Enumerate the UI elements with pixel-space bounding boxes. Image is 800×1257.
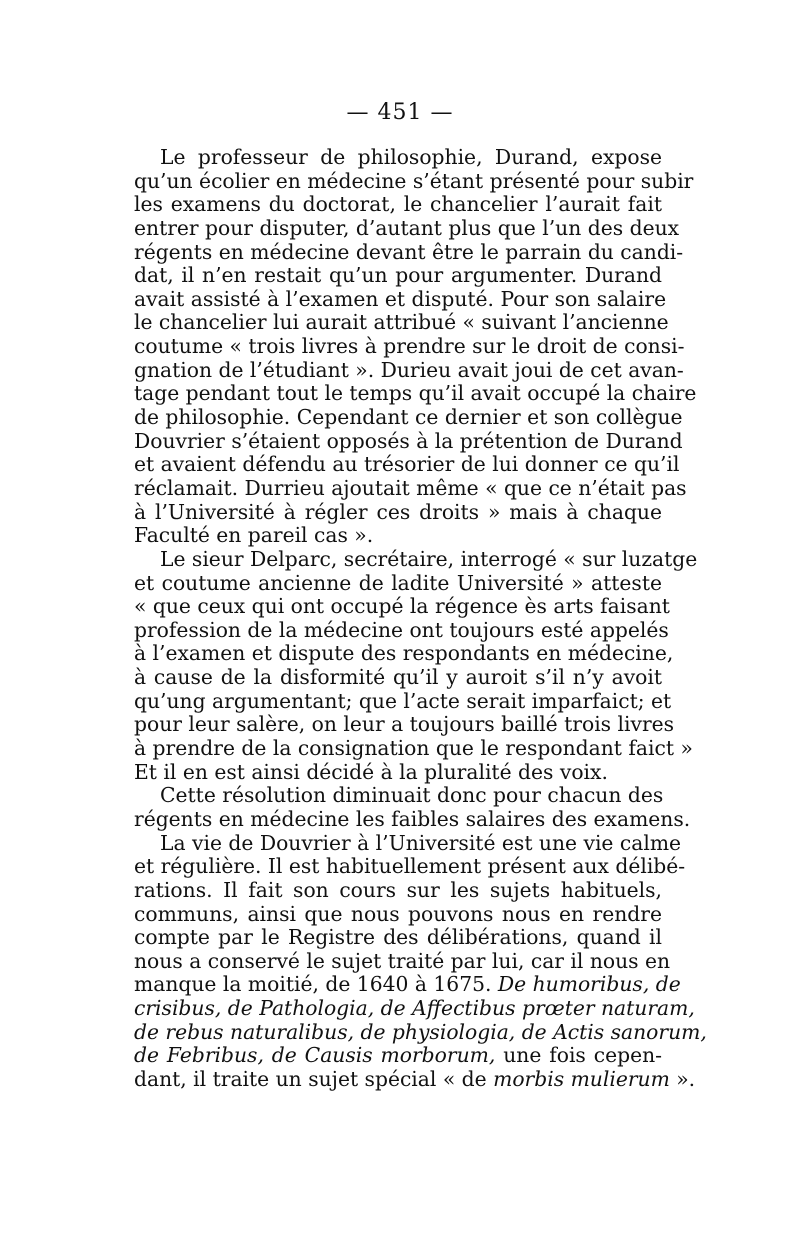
paragraph-line: rations. Il fait son cours sur les sujets habituels, bbox=[134, 877, 662, 902]
paragraph-line: profession de la médecine ont toujours esté appelés bbox=[134, 617, 669, 642]
paragraph-line: Douvrier s’étaient opposés à la prétention de Durand bbox=[134, 428, 683, 453]
paragraph-line: qu’ung argumentant; que l’acte serait imparfaict; et bbox=[134, 688, 672, 713]
paragraph-line: entrer pour disputer, d’autant plus que l’un des deux bbox=[134, 215, 680, 240]
paragraph-line: « que ceux qui ont occupé la régence ès arts faisant bbox=[134, 594, 670, 619]
roman-text: manque la moitié, de 1640 à 1675. bbox=[134, 972, 498, 997]
paragraph-line: La vie de Douvrier à l’Université est une vie calme bbox=[160, 830, 682, 855]
paragraph-line: communs, ainsi que nous pouvons nous en rendre bbox=[134, 901, 662, 926]
paragraph-line: à prendre de la consignation que le respondant faict » bbox=[134, 736, 693, 761]
paragraph-line: coutume « trois livres à prendre sur le droit de consi- bbox=[134, 334, 685, 359]
italic-latin-text: de Febribus, de Causis morborum, bbox=[134, 1043, 496, 1068]
roman-text: dant, il traite un sujet spécial « de bbox=[134, 1066, 494, 1091]
paragraph-line: à l’Université à régler ces droits » mais à chaque bbox=[134, 499, 662, 524]
roman-text: une fois cepen- bbox=[495, 1043, 662, 1068]
paragraph-line: et avaient défendu au trésorier de lui donner ce qu’il bbox=[134, 452, 680, 477]
paragraph-line-mixed bbox=[134, 972, 681, 997]
paragraph-line: le chancelier lui aurait attribué « suivant l’ancienne bbox=[134, 310, 669, 335]
paragraph-line: et régulière. Il est habituellement présent aux délibé- bbox=[134, 854, 686, 879]
italic-latin-text: De humoribus, de bbox=[497, 972, 681, 997]
paragraph-line: à l’examen et dispute des respondants en médecine, bbox=[134, 641, 674, 666]
paragraph-line: nous a conservé le sujet traité par lui, car il nous en bbox=[134, 948, 671, 973]
paragraph-line: tage pendant tout le temps qu’il avait occupé la chaire bbox=[134, 381, 697, 406]
paragraph-line: Cette résolution diminuait donc pour chacun des bbox=[160, 783, 664, 808]
paragraph-line: les examens du doctorat, le chancelier l’aurait fait bbox=[134, 192, 662, 217]
paragraph-line: gnation de l’étudiant ». Durieu avait joui de cet avan- bbox=[134, 357, 684, 382]
page-number: — 451 — bbox=[346, 100, 454, 125]
paragraph-line: de philosophie. Cependant ce dernier et son collègue bbox=[134, 405, 683, 430]
paragraph-line: qu’un écolier en médecine s’étant présenté pour subir bbox=[134, 168, 694, 193]
paragraph-line: Le sieur Delparc, secrétaire, interrogé « sur luzatge bbox=[160, 546, 698, 571]
paragraph-line: avait assisté à l’examen et disputé. Pour son salaire bbox=[134, 286, 667, 311]
italic-latin-text: morbis mulierum bbox=[493, 1066, 670, 1091]
roman-text: ». bbox=[669, 1066, 696, 1091]
paragraph-line: dat, il n’en restait qu’un pour argumenter. Durand bbox=[134, 263, 662, 288]
paragraph-line: et coutume ancienne de ladite Université » atteste bbox=[134, 570, 662, 595]
paragraph-line-italic: crisibus, de Pathologia, de Affectibus prœter naturam, bbox=[134, 996, 695, 1021]
paragraph-line-mixed bbox=[134, 1044, 662, 1068]
paragraph-line: à cause de la disformité qu’il y auroit s’il n’y avoit bbox=[134, 665, 662, 690]
body-text bbox=[134, 145, 707, 1092]
paragraph-line-mixed bbox=[134, 1066, 696, 1092]
paragraph-line: pour leur salère, on leur a toujours baillé trois livres bbox=[134, 712, 675, 737]
paragraph-line: compte par le Registre des délibérations, quand il bbox=[134, 925, 662, 950]
paragraph-line: réclamait. Durrieu ajoutait même « que ce n’était pas bbox=[134, 475, 687, 500]
paragraph-line: régents en médecine les faibles salaires des examens. bbox=[134, 806, 691, 831]
paragraph-line: Le professeur de philosophie, Durand, expose bbox=[160, 145, 662, 169]
paragraph-line: Et il en est ainsi décidé à la pluralité des voix. bbox=[134, 759, 608, 784]
paragraph-line-italic: de rebus naturalibus, de physiologia, de Actis sanorum, bbox=[134, 1019, 707, 1044]
paragraph-line: régents en médecine devant être le parrain du candi- bbox=[134, 239, 684, 264]
paragraph-line: Faculté en pareil cas ». bbox=[134, 523, 374, 548]
